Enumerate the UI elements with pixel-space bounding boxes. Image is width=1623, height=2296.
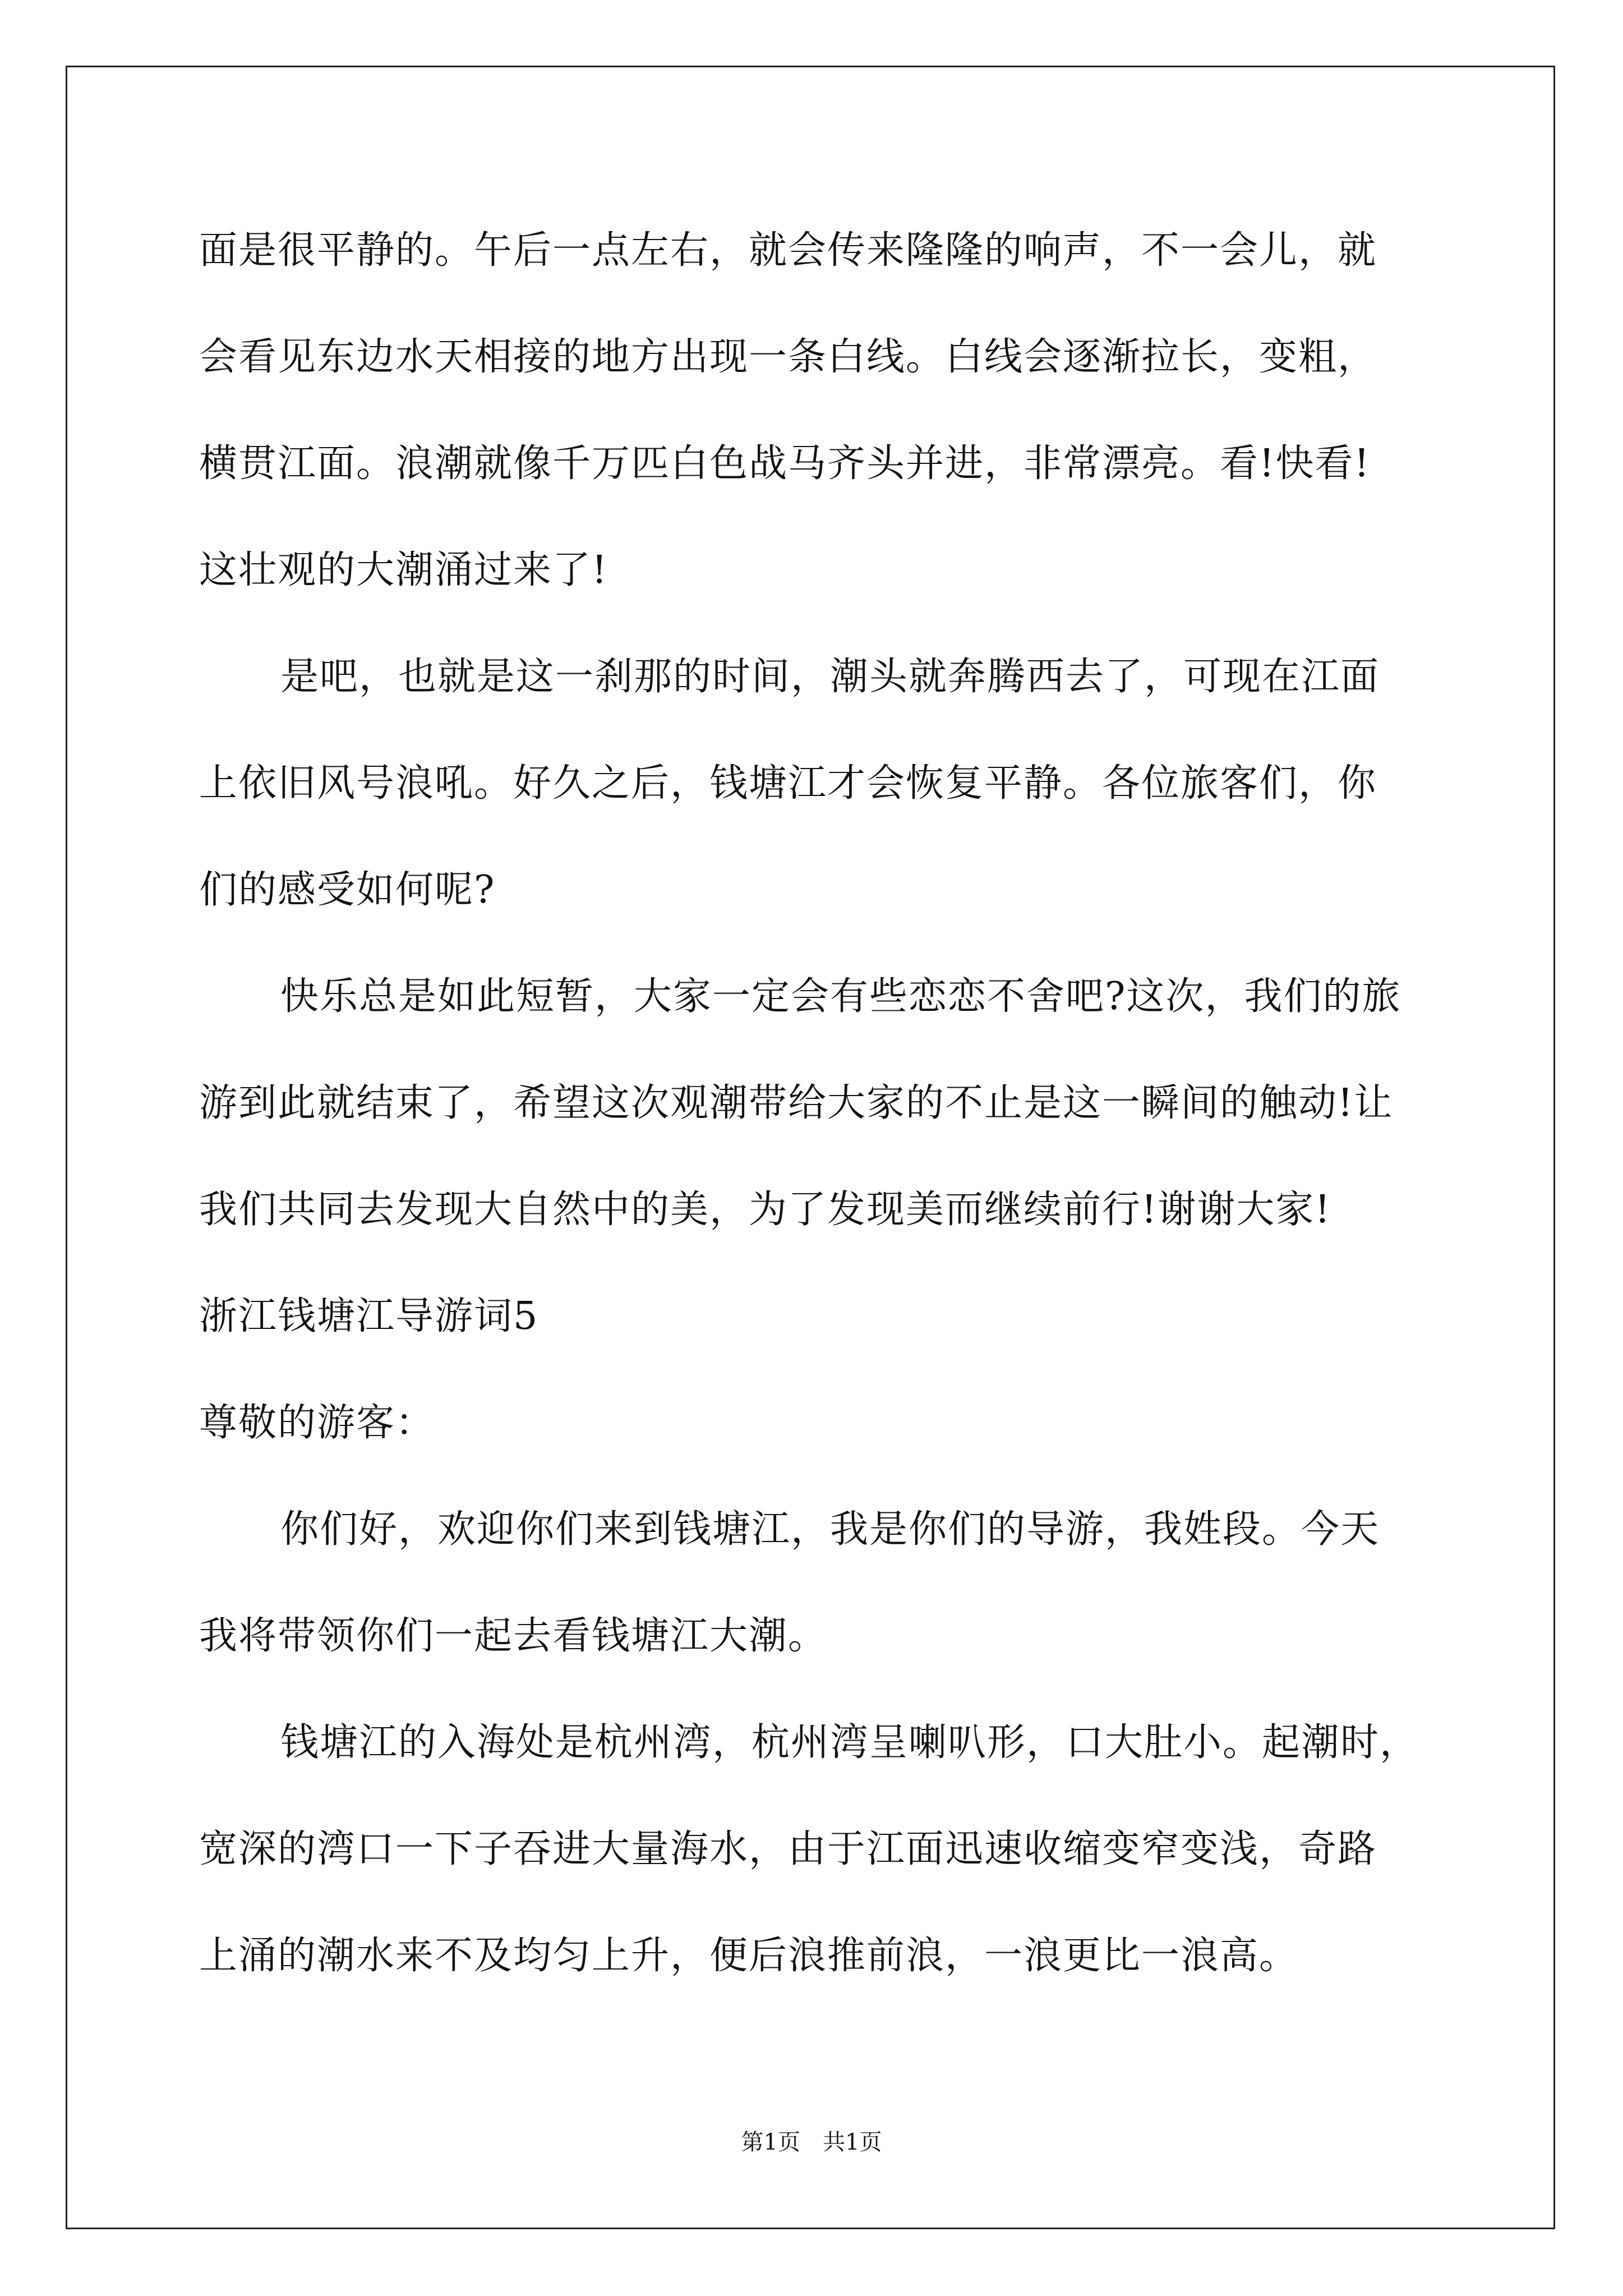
page-footer: 第1页 共1页 (741, 2129, 882, 2155)
text-line: 会看见东边水天相接的地方出现一条白线。白线会逐渐拉长，变粗， (199, 335, 1377, 379)
paragraph-start-line: 钱塘江的入海处是杭州湾，杭州湾呈喇叭形，口大肚小。起潮时， (280, 1720, 1419, 1765)
paragraph-start-line: 是吧，也就是这一刹那的时间，潮头就奔腾西去了，可现在江面 (280, 655, 1380, 699)
section-title: 浙江钱塘江导游词5 (199, 1294, 539, 1338)
page-border (66, 66, 1555, 2229)
text-line: 我将带领你们一起去看钱塘江大潮。 (199, 1614, 828, 1658)
text-line: 上依旧风号浪吼。好久之后，钱塘江才会恢复平静。各位旅客们，你 (199, 761, 1377, 806)
text-line: 横贯江面。浪潮就像千万匹白色战马齐头并进，非常漂亮。看!快看! (199, 441, 1371, 486)
text-line: 们的感受如何呢? (199, 868, 496, 912)
salutation: 尊敬的游客： (199, 1401, 435, 1445)
text-line: 宽深的湾口一下子吞进大量海水，由于江面迅速收缩变窄变浅，奇路 (199, 1827, 1377, 1871)
paragraph-start-line: 快乐总是如此短暂，大家一定会有些恋恋不舍吧?这次，我们的旅 (280, 974, 1401, 1019)
text-line: 这壮观的大潮涌过来了! (199, 548, 608, 592)
text-line: 面是很平静的。午后一点左右，就会传来隆隆的响声，不一会儿，就 (199, 228, 1377, 273)
text-line: 我们共同去发现大自然中的美，为了发现美而继续前行!谢谢大家! (199, 1188, 1331, 1232)
paragraph-start-line: 你们好，欢迎你们来到钱塘江，我是你们的导游，我姓段。今天 (280, 1507, 1380, 1552)
text-line: 上涌的潮水来不及均匀上升，便后浪推前浪，一浪更比一浪高。 (199, 1934, 1299, 1978)
text-line: 游到此就结束了，希望这次观潮带给大家的不止是这一瞬间的触动!让 (199, 1081, 1394, 1125)
